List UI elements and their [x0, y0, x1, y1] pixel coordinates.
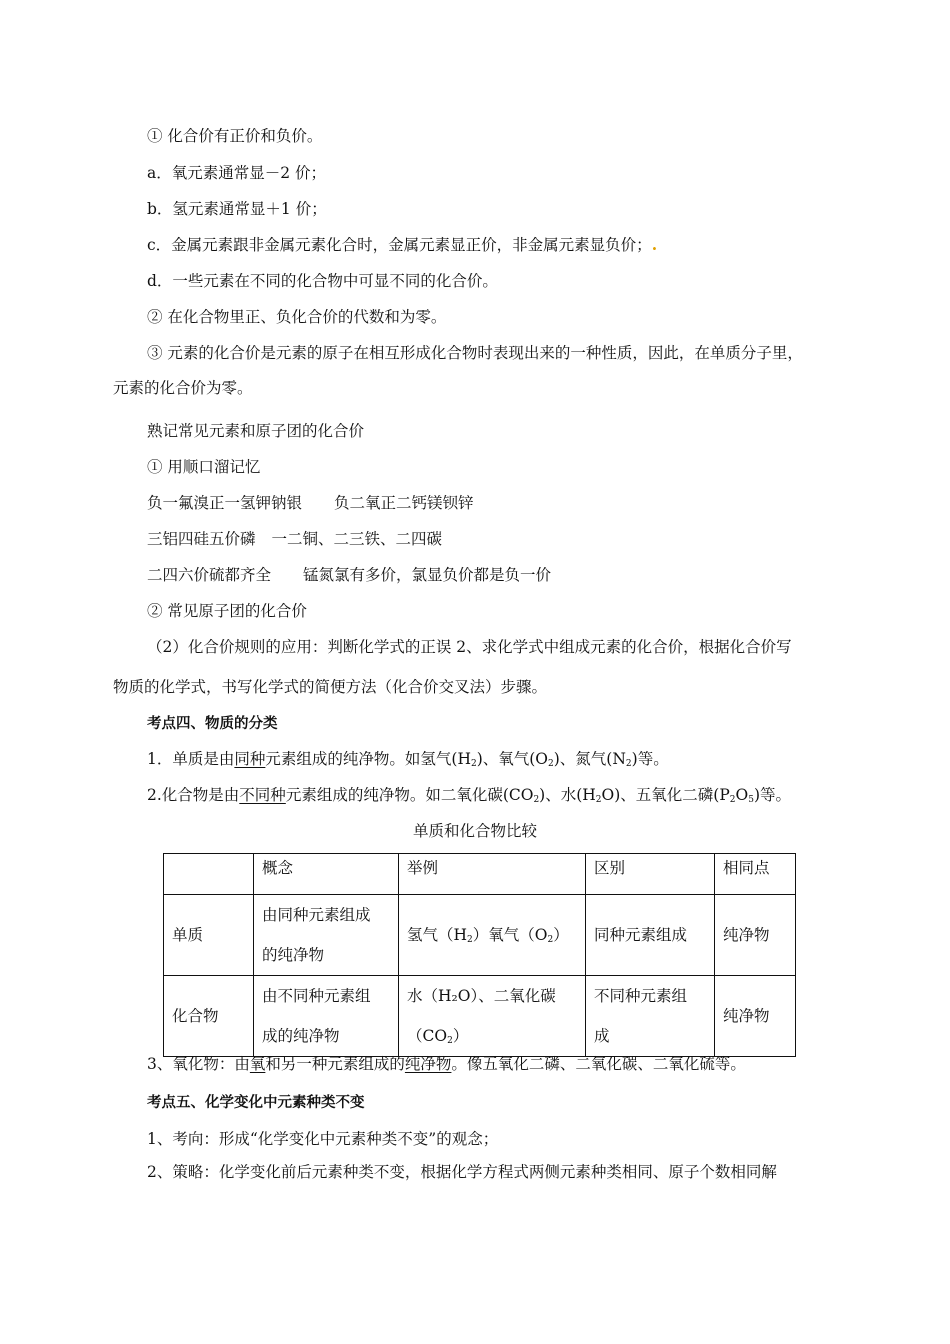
- row-label: 单质: [164, 895, 254, 976]
- text: O: [735, 786, 749, 804]
- table-caption: 单质和化合物比较: [412, 822, 537, 840]
- underlined-term: 同种: [234, 750, 266, 768]
- rhyme-b: 一二铜、二三铁、二四碳: [271, 530, 443, 548]
- para-element-valence-cont: 元素的化合价为零。: [113, 379, 253, 397]
- rhyme-line-2: [147, 529, 442, 549]
- text: )、氮气(N: [553, 750, 626, 768]
- cell-difference: 同种元素组成: [586, 895, 715, 976]
- header-cell: 区别: [586, 854, 715, 895]
- line: 由不同种元素组: [262, 987, 371, 1005]
- text: ）: [553, 926, 569, 944]
- text: 氢气（H: [407, 926, 468, 944]
- rhyme-a: 负一氟溴正一氢钾钠银: [147, 494, 303, 512]
- text: 1．单质是由: [147, 750, 235, 768]
- text: )等。: [753, 786, 792, 804]
- text: （CO: [407, 1027, 448, 1045]
- cell-same: 纯净物: [715, 895, 796, 976]
- mark-dot: .: [651, 235, 658, 254]
- rhyme-line-3: [147, 565, 551, 585]
- header-cell: [164, 854, 254, 895]
- para-radicals: ② 常见原子团的化合价: [147, 602, 307, 620]
- line: 成: [594, 1027, 610, 1045]
- para-varied: d．一些元素在不同的化合物中可显不同的化合价。: [147, 272, 498, 290]
- subscript: 2: [470, 759, 477, 769]
- comparison-table: [163, 853, 796, 1057]
- subscript: 2: [447, 1036, 453, 1046]
- row-label: 化合物: [164, 976, 254, 1057]
- line: 由同种元素组成: [262, 906, 371, 924]
- rhyme-b: 负二氧正二钙镁钡锌: [334, 494, 474, 512]
- heading-point-5: 考点五、化学变化中元素种类不变: [147, 1095, 365, 1111]
- line: 水（H₂O）、二氧化碳: [407, 987, 556, 1005]
- para-hydrogen: b．氢元素通常显＋1 价；: [147, 200, 327, 218]
- para-oxygen: a．氧元素通常显－2 价；: [147, 164, 327, 182]
- para-metal: [147, 235, 657, 255]
- text: )、水(H: [539, 786, 596, 804]
- heading-point-4: 考点四、物质的分类: [147, 716, 278, 732]
- rhyme-b: 锰氮氯有多价，氯显负价都是负一价: [303, 566, 552, 584]
- text: )、氧气(O: [476, 750, 549, 768]
- text: ）: [452, 1027, 469, 1045]
- cell-example: [399, 895, 586, 976]
- subscript: 2: [548, 759, 554, 769]
- para-memorize: 熟记常见元素和原子团的化合价: [147, 422, 365, 440]
- rhyme-a: 二四六价硫都齐全: [147, 566, 272, 584]
- underlined-term: 氧: [249, 1055, 266, 1073]
- line: [407, 1016, 577, 1056]
- para-application-cont: 物质的化学式，书写化学式的简便方法（化合价交叉法）步骤。: [113, 678, 548, 696]
- cell-difference: [586, 976, 715, 1057]
- cell-example: [399, 976, 586, 1057]
- para-rhyme: ① 用顺口溜记忆: [147, 458, 261, 476]
- subscript: 2: [533, 795, 540, 805]
- rhyme-line-1: [147, 493, 474, 513]
- text: 元素组成的纯净物。如二氧化碳(CO: [285, 786, 534, 804]
- para-simple-substance: [147, 749, 669, 769]
- line: 成的纯净物: [262, 1027, 340, 1045]
- subscript: 5: [748, 795, 754, 805]
- underlined-term: 纯净物: [404, 1055, 452, 1073]
- underlined-term: 不同种: [239, 786, 286, 804]
- text: 元素组成的纯净物。如氢气(H: [265, 750, 471, 768]
- para-application: （2）化合价规则的应用：判断化学式的正误 2、求化学式中组成元素的化合价，根据化合价写: [147, 638, 792, 656]
- text: 和另一种元素组成的: [265, 1055, 405, 1073]
- subscript: 2: [547, 935, 554, 945]
- subscript: 2: [467, 935, 473, 945]
- text: 2.化合物是由: [147, 786, 240, 804]
- text: 3、氧化物：由: [147, 1055, 250, 1073]
- text: 。像五氧化二磷、二氧化碳、二氧化硫等。: [451, 1055, 746, 1073]
- line: 的纯净物: [262, 946, 325, 964]
- text: O)、五氧化二磷(P: [601, 786, 730, 804]
- rhyme-a: 三铝四硅五价磷: [147, 530, 256, 548]
- cell-same: 纯净物: [715, 976, 796, 1057]
- line: 不同种元素组: [594, 987, 688, 1005]
- table-header-row: [164, 854, 796, 895]
- text: c．金属元素跟非金属元素化合时，金属元素显正价，非金属元素显负价；: [147, 236, 652, 254]
- para-sum-zero: ② 在化合物里正、负化合价的代数和为零。: [147, 308, 447, 326]
- cell-concept: [254, 895, 399, 976]
- para-element-valence: ③ 元素的化合价是元素的原子在相互形成化合物时表现出来的一种性质，因此，在单质分子里，: [147, 344, 803, 362]
- para-oxide: [147, 1054, 746, 1074]
- table-row: [164, 976, 796, 1057]
- cell-concept: [254, 976, 399, 1057]
- header-cell: 相同点: [715, 854, 796, 895]
- para-valence-intro: ① 化合价有正价和负价。: [147, 127, 323, 145]
- table-row: [164, 895, 796, 976]
- para-strategy: 2、策略：化学变化前后元素种类不变，根据化学方程式两侧元素种类相同、原子个数相同解: [147, 1163, 777, 1181]
- para-compound: [147, 785, 791, 805]
- text: ）氧气（O: [472, 926, 548, 944]
- subscript: 2: [729, 795, 736, 805]
- subscript: 2: [625, 759, 632, 769]
- para-direction: 1、考向：形成“化学变化中元素种类不变”的观念；: [147, 1130, 499, 1148]
- text: )等。: [631, 750, 669, 768]
- header-cell: 举例: [399, 854, 586, 895]
- header-cell: 概念: [254, 854, 399, 895]
- subscript: 2: [595, 795, 602, 805]
